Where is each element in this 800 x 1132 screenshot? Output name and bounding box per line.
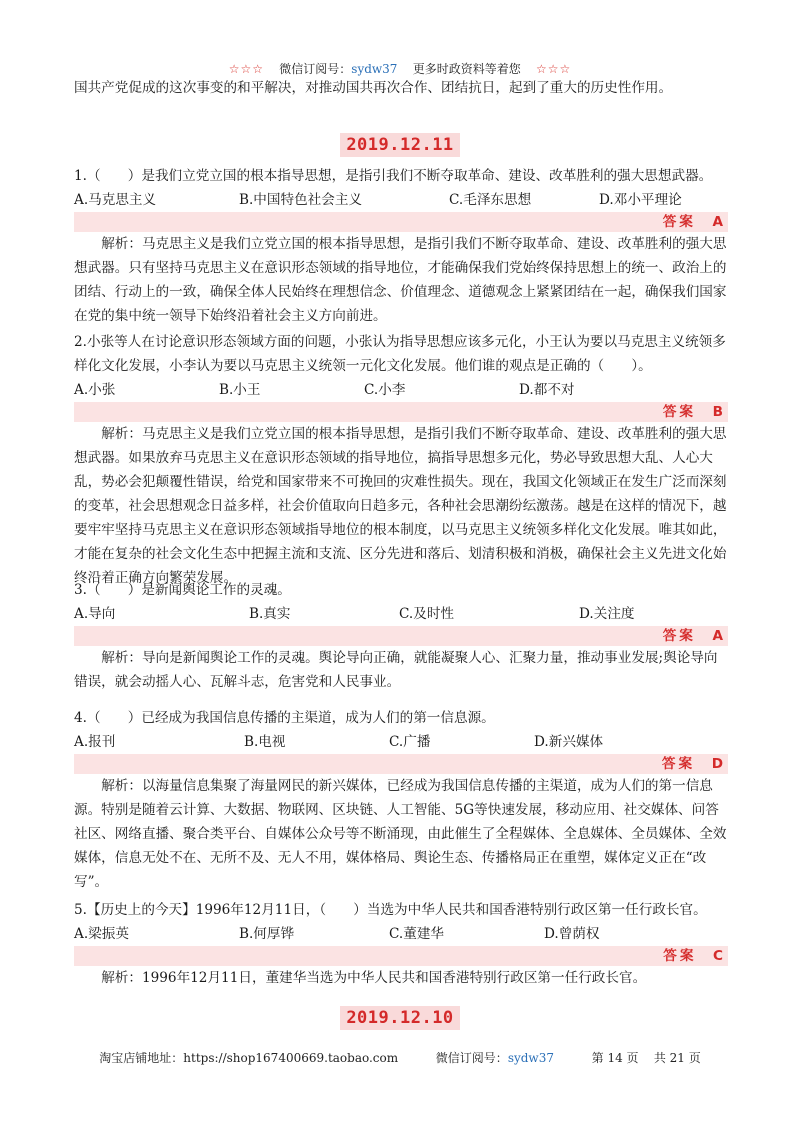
option-b: B.真实 <box>249 606 291 622</box>
question-4 <box>74 706 728 894</box>
answer-bar: 答案 D <box>74 754 728 774</box>
header-tail: 更多时政资料等着您 <box>412 62 521 76</box>
option-a: A.报刊 <box>74 734 116 750</box>
explanation: 解析：以海量信息集聚了海量网民的新兴媒体，已经成为我国信息传播的主渠道，成为人们的第一信息源。特别是随着云计算、大数据、物联网、区块链、人工智能、5G等快速发展，移动应用、社交媒体、问答社区、网络直播、聚合类平台、自媒体公众号等不断涌现，由此催生了全程媒体、全息媒体、全员媒体、全效媒体，信息无处不在、无所不及、无人不用，媒体格局、舆论生态、传播格局正在重塑，媒体定义正在“改写”。 <box>74 778 727 890</box>
page-header <box>0 60 800 77</box>
explanation: 解析：导向是新闻舆论工作的灵魂。舆论导向正确，就能凝聚人心、汇聚力量，推动事业发展;舆论导向错误，就会动摇人心、瓦解斗志，危害党和人民事业。 <box>74 650 718 690</box>
explanation: 解析：马克思主义是我们立党立国的根本指导思想，是指引我们不断夺取革命、建设、改革胜利的强大思想武器。只有坚持马克思主义在意识形态领域的指导地位，才能确保我们党始终保持思想上的统一、政治上的团结、行动上的一致，确保全体人民始终在理想信念、价值理念、道德观念上紧紧团结在一起，确保我们国家在党的集中统一领导下始终沿着社会主义方向前进。 <box>74 236 727 324</box>
question-options <box>74 922 728 946</box>
option-a: A.马克思主义 <box>74 192 157 208</box>
option-b: B.小王 <box>219 382 261 398</box>
header-stars-right: ☆☆☆ <box>536 62 572 76</box>
explanation: 解析：1996年12月11日，董建华当选为中华人民共和国香港特别行政区第一任行政长官。 <box>101 970 647 986</box>
footer-wechat-label: 微信订阅号： <box>435 1051 508 1065</box>
footer-page-number: 第 14 页 <box>591 1051 639 1065</box>
page-footer <box>0 1049 800 1066</box>
answer-bar: 答案 A <box>74 212 728 232</box>
footer-wechat-account: sydw37 <box>507 1051 554 1065</box>
date-label: 2019.12.11 <box>340 133 459 157</box>
footer-total-pages: 共 21 页 <box>653 1051 701 1065</box>
option-c: C.小李 <box>364 382 406 398</box>
question-options <box>74 602 728 626</box>
header-stars-left: ☆☆☆ <box>228 62 264 76</box>
option-c: C.董建华 <box>389 926 445 942</box>
question-stem: 2.小张等人在讨论意识形态领域方面的问题，小张认为指导思想应该多元化，小王认为要以马克思主义统领多样化文化发展，小李认为要以马克思主义统领一元化文化发展。他们谁的观点是正确的（ ）。 <box>74 334 726 374</box>
header-account: sydw37 <box>351 62 398 76</box>
question-options <box>74 188 728 212</box>
option-d: D.曾荫权 <box>544 926 600 942</box>
answer-bar: 答案 C <box>74 946 728 966</box>
intro-paragraph: 国共产党促成的这次事变的和平解决，对推动国共再次合作、团结抗日，起到了重大的历史性作用。 <box>74 80 673 96</box>
option-a: A.梁振英 <box>74 926 129 942</box>
question-2 <box>74 330 728 590</box>
date-heading-2 <box>0 1006 800 1030</box>
explanation: 解析：马克思主义是我们立党立国的根本指导思想，是指引我们不断夺取革命、建设、改革胜利的强大思想武器。如果放弃马克思主义在意识形态领域的指导地位，搞指导思想多元化，势必导致思想大乱、人心大乱，势必会犯颠覆性错误，给党和国家带来不可挽回的灾难性损失。现在，我国文化领域正在发生广泛而深刻的变革，社会思想观念日益多样，社会价值取向日趋多元，各种社会思潮纷纭激荡。越是在这样的情况下，越要牢牢坚持马克思主义在意识形态领域指导地位的根本制度，以马克思主义统领多样化文化发展。唯其如此，才能在复杂的社会文化生态中把握主流和支流、区分先进和落后、划清积极和消极，确保社会主义先进文化始终沿着正确方向繁荣发展。 <box>74 426 727 586</box>
question-options <box>74 730 728 754</box>
question-stem: 4.（ ）已经成为我国信息传播的主渠道，成为人们的第一信息源。 <box>74 710 495 726</box>
option-b: B.何厚铧 <box>239 926 295 942</box>
option-a: A.小张 <box>74 382 116 398</box>
question-options <box>74 378 728 402</box>
date-label: 2019.12.10 <box>340 1006 459 1030</box>
option-d: D.新兴媒体 <box>534 734 604 750</box>
option-b: B.中国特色社会主义 <box>239 192 363 208</box>
option-b: B.电视 <box>244 734 286 750</box>
option-c: C.广播 <box>389 734 431 750</box>
option-d: D.都不对 <box>519 382 575 398</box>
question-1 <box>74 164 728 328</box>
option-c: C.毛泽东思想 <box>449 192 532 208</box>
option-c: C.及时性 <box>399 606 455 622</box>
option-d: D.邓小平理论 <box>599 192 682 208</box>
question-5 <box>74 898 728 990</box>
option-a: A.导向 <box>74 606 116 622</box>
answer-bar: 答案 B <box>74 402 728 422</box>
question-stem: 1.（ ）是我们立党立国的根本指导思想，是指引我们不断夺取革命、建设、改革胜利的强大思想武器。 <box>74 168 713 184</box>
footer-shop: 淘宝店铺地址：https://shop167400669.taobao.com <box>99 1051 399 1065</box>
date-heading-1 <box>0 133 800 157</box>
answer-bar: 答案 A <box>74 626 728 646</box>
header-text: 微信订阅号： <box>279 62 352 76</box>
question-3 <box>74 578 728 694</box>
option-d: D.关注度 <box>579 606 635 622</box>
question-stem: 3.（ ）是新闻舆论工作的灵魂。 <box>74 582 291 598</box>
question-stem: 5.【历史上的今天】1996年12月11日，（ ）当选为中华人民共和国香港特别行政区第一任行政长官。 <box>74 902 707 918</box>
